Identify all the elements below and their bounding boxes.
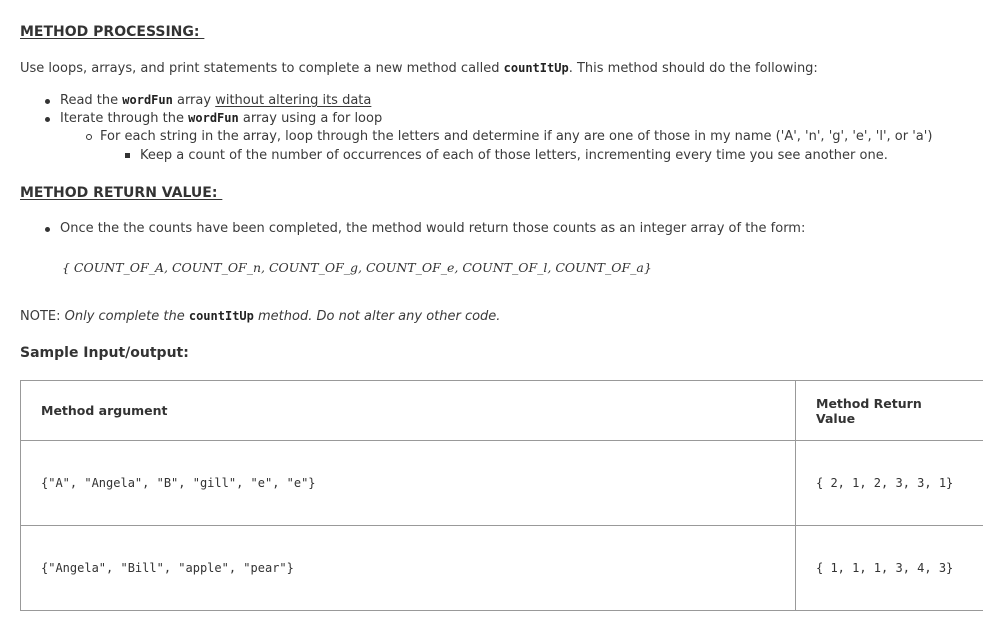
method-processing-heading: METHOD PROCESSING: <box>20 24 205 40</box>
note-paragraph <box>20 309 500 324</box>
read-underlined: without altering its data <box>215 93 372 108</box>
bullet-square-icon <box>125 153 130 158</box>
note-label: NOTE: <box>20 309 65 324</box>
table-header-row <box>21 381 983 441</box>
table-row <box>21 526 983 611</box>
list-item-read <box>60 93 371 108</box>
read-code: wordFun <box>122 93 173 107</box>
iterate-code: wordFun <box>188 111 239 125</box>
read-text: Read the <box>60 93 123 108</box>
bullet-disc-icon <box>45 117 50 122</box>
read-middle: array <box>172 93 216 108</box>
note-method: countItUp <box>188 309 254 323</box>
sample-heading: Sample Input/output: <box>20 345 189 361</box>
method-return-value-heading: METHOD RETURN VALUE: <box>20 185 223 201</box>
iterate-after: array using a for loop <box>238 111 383 126</box>
list-item-return: Once the the counts have been completed, the method would return those counts as an integer array of the form: <box>60 221 806 236</box>
list-item-each-string: For each string in the array, loop through the letters and determine if any are one of those in my name ('A', 'n', 'g', 'e', 'l', or 'a') <box>100 129 933 144</box>
intro-paragraph <box>20 61 818 76</box>
table-cell-return: { 2, 1, 2, 3, 3, 1} <box>796 441 983 526</box>
note-after: method. Do not alter any other code. <box>253 309 501 324</box>
intro-method-name: countItUp <box>503 61 569 75</box>
return-form-code: { COUNT_OF_A, COUNT_OF_n, COUNT_OF_g, COUNT_OF_e, COUNT_OF_l, COUNT_OF_a} <box>62 260 652 275</box>
sample-io-table <box>20 380 983 611</box>
table-cell-argument: {"A", "Angela", "B", "gill", "e", "e"} <box>21 441 796 526</box>
list-item-iterate <box>60 111 382 126</box>
bullet-disc-icon <box>45 227 50 232</box>
bullet-disc-icon <box>45 99 50 104</box>
intro-text-after: . This method should do the following: <box>568 61 818 76</box>
table-cell-return: { 1, 1, 1, 3, 4, 3} <box>796 526 983 611</box>
table-cell-argument: {"Angela", "Bill", "apple", "pear"} <box>21 526 796 611</box>
bullet-circle-icon <box>86 134 92 140</box>
iterate-text: Iterate through the <box>60 111 189 126</box>
intro-text-before: Use loops, arrays, and print statements to complete a new method called <box>20 61 504 76</box>
column-header-argument: Method argument <box>21 381 796 441</box>
table-row <box>21 441 983 526</box>
note-before: Only complete the <box>64 309 189 324</box>
list-item-keep-count: Keep a count of the number of occurrences of each of those letters, incrementing every time you see another one. <box>140 148 888 163</box>
column-header-return: Method Return Value <box>796 381 983 441</box>
